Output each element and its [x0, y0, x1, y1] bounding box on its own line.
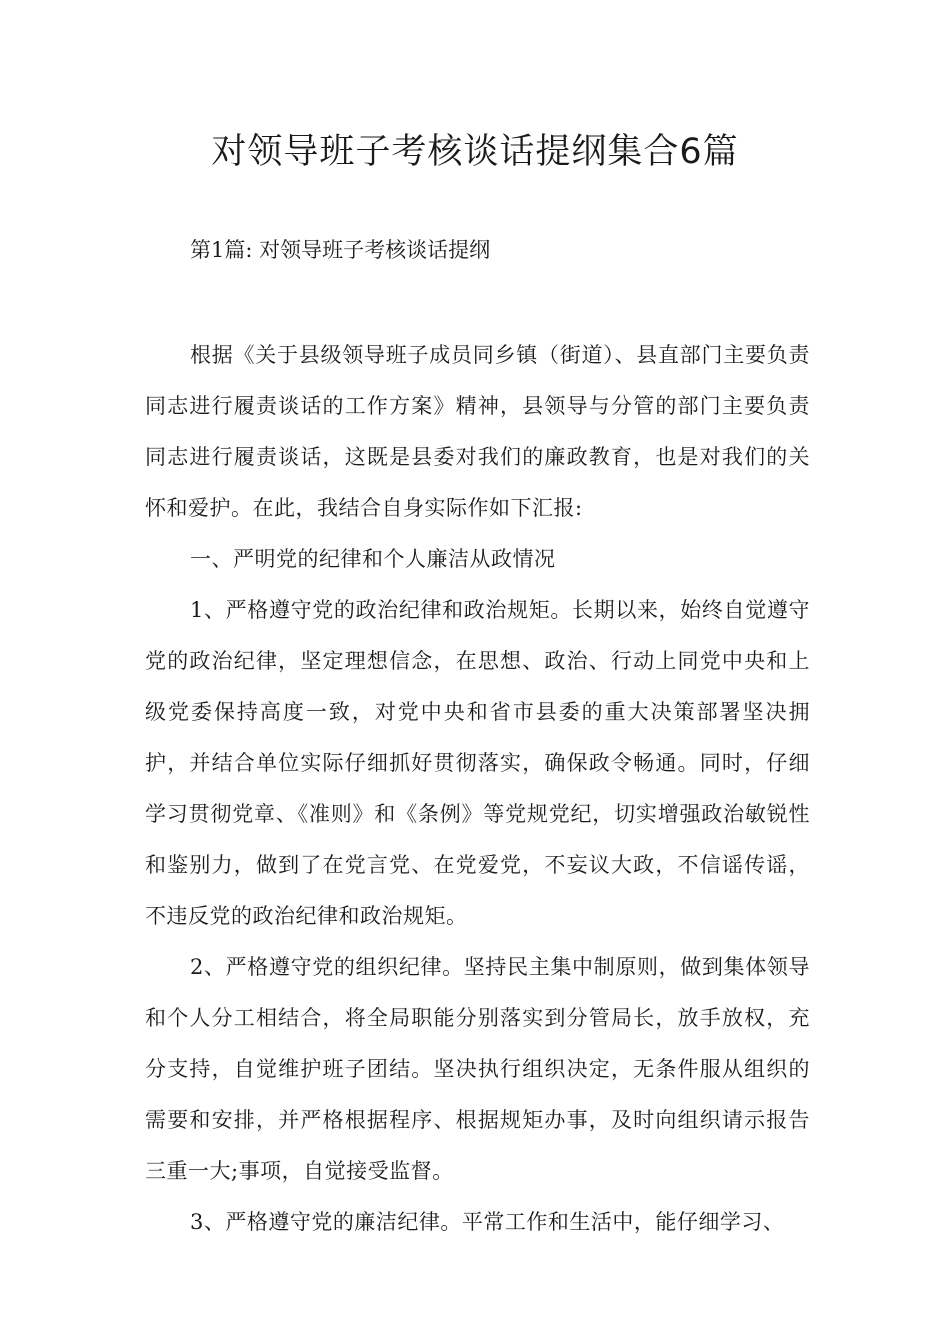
- section-heading: 一、严明党的纪律和个人廉洁从政情况: [190, 547, 556, 571]
- document-body: [145, 330, 810, 1248]
- paragraph: 1、严格遵守党的政治纪律和政治规矩。长期以来，始终自觉遵守党的政治纪律，坚定理想信念，在思想、政治、行动上同党中央和上级党委保持高度一致，对党中央和省市县委的重大决策部署坚决拥护，并结合单位实际仔细抓好贯彻落实，确保政令畅通。同时，仔细学习贯彻党章、《准则》和《条例》等党规党纪，切实增强政治敏锐性和鉴别力，做到了在党言党、在党爱党，不妄议大政，不信谣传谣，不违反党的政治纪律和政治规矩。: [145, 598, 810, 928]
- section-subtitle: 第1篇: 对领导班子考核谈话提纲: [190, 238, 491, 262]
- document-title: 对领导班子考核谈话提纲集合6篇: [211, 132, 739, 172]
- paragraph: 根据《关于县级领导班子成员同乡镇（街道）、县直部门主要负责同志进行履责谈话的工作方案》精神，县领导与分管的部门主要负责同志进行履责谈话，这既是县委对我们的廉政教育，也是对我们的关怀和爱护。在此，我结合自身实际作如下汇报:: [145, 343, 810, 520]
- paragraph: 3、严格遵守党的廉洁纪律。平常工作和生活中，能仔细学习、: [190, 1210, 785, 1234]
- paragraph: 2、严格遵守党的组织纪律。坚持民主集中制原则，做到集体领导和个人分工相结合，将全局职能分别落实到分管局长，放手放权，充分支持，自觉维护班子团结。坚决执行组织决定，无条件服从组织的需要和安排，并严格根据程序、根据规矩办事，及时向组织请示报告三重一大;事项，自觉接受监督。: [145, 955, 810, 1183]
